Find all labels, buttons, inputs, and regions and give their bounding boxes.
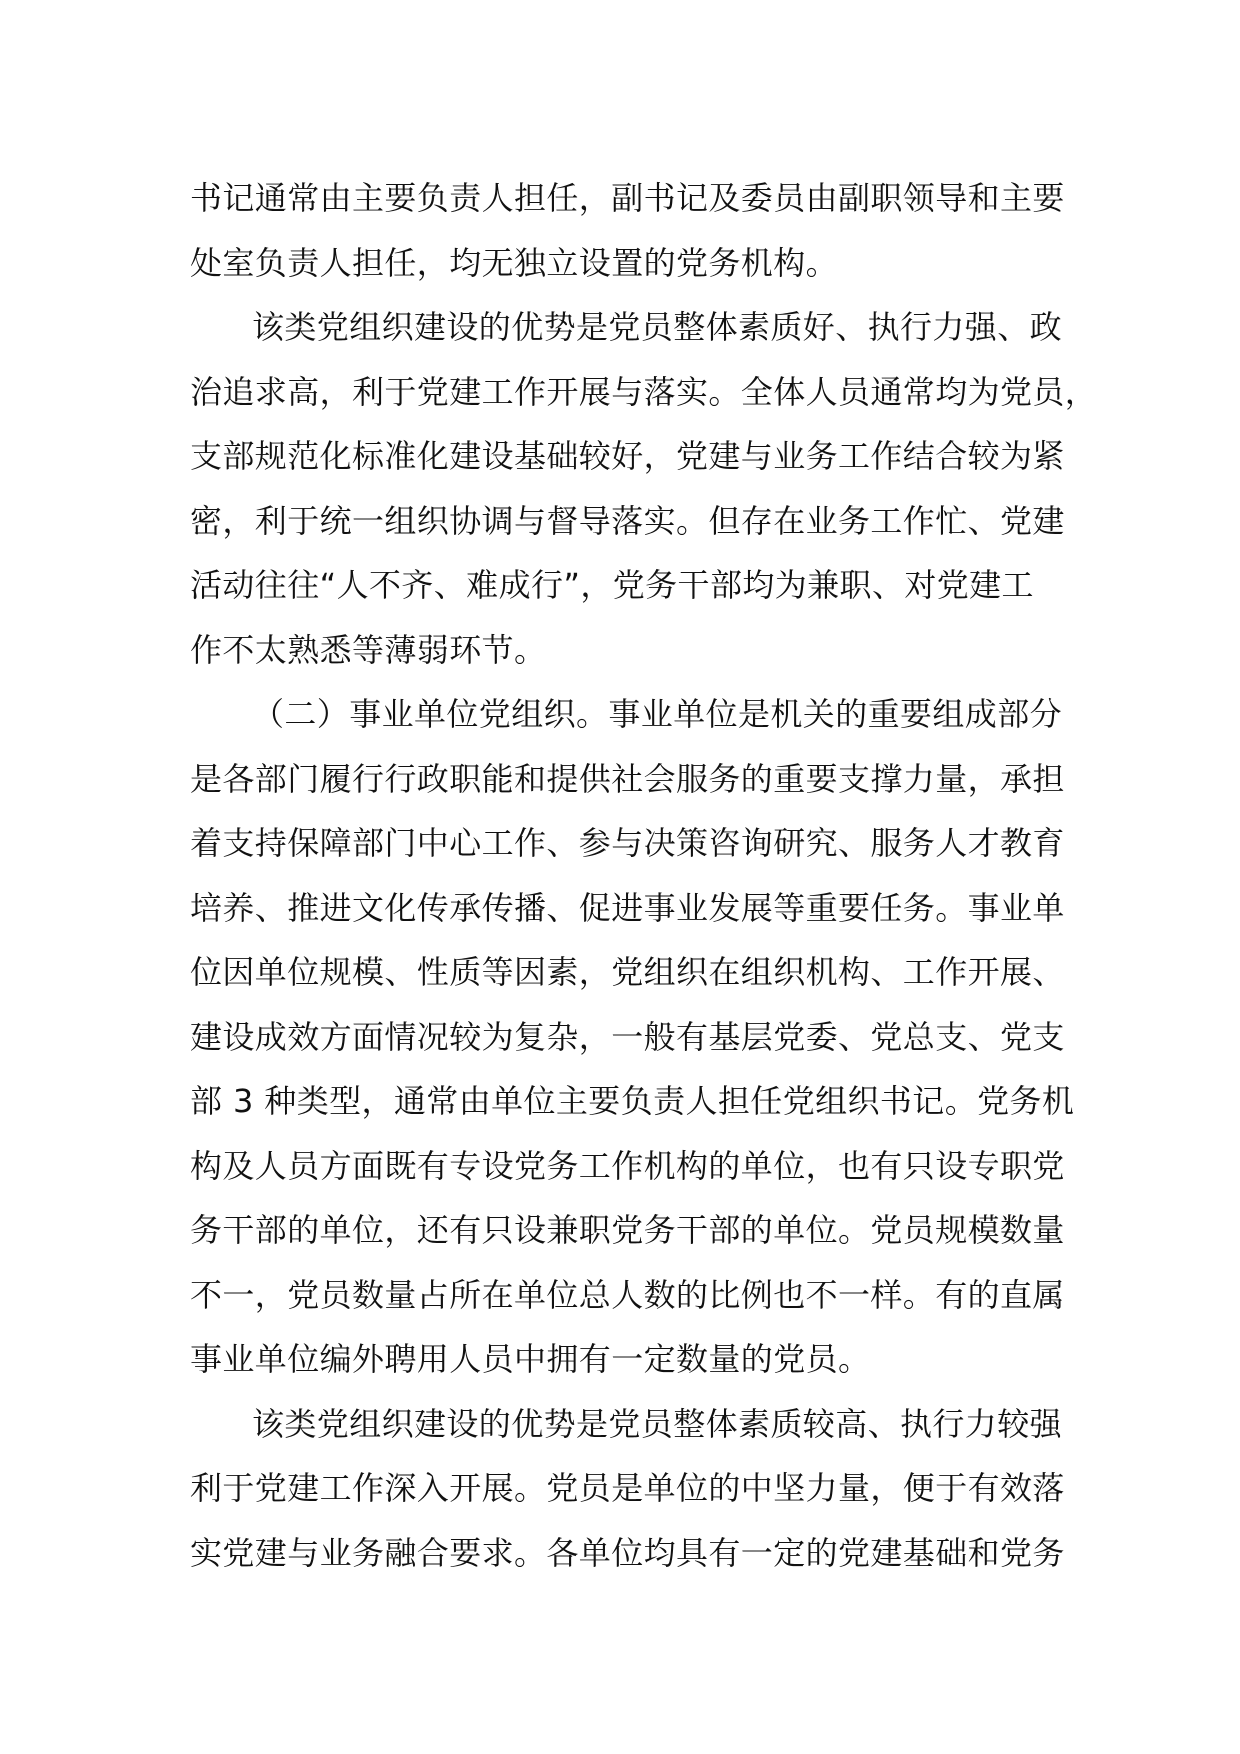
- text-line: 处室负责人担任，均无独立设置的党务机构。: [190, 243, 839, 282]
- text-line: 书记通常由主要负责人担任，副书记及委员由副职领导和主要: [190, 179, 1065, 217]
- text-line: 位因单位规模、性质等因素，党组织在组织机构、工作开展、: [190, 953, 1065, 991]
- text-line: （二）事业单位党组织。事业单位是机关的重要组成部分: [252, 695, 1063, 733]
- text-line: 构及人员方面既有专设党务工作机构的单位，也有只设专职党: [190, 1146, 1065, 1185]
- text-line: 支部规范化标准化建设基础较好，党建与业务工作结合较为紧: [190, 437, 1065, 475]
- text-line: 着支持保障部门中心工作、参与决策咨询研究、服务人才教育: [190, 824, 1065, 862]
- text-line: 密，利于统一组织协调与督导落实。但存在业务工作忙、党建: [190, 501, 1065, 540]
- text-line: 该类党组织建设的优势是党员整体素质好、执行力强、政: [252, 308, 1063, 346]
- text-line: 务干部的单位，还有只设兼职党务干部的单位。党员规模数量: [190, 1211, 1065, 1249]
- text-line: 活动往往“人不齐、难成行”，党务干部均为兼职、对党建工: [190, 566, 1034, 604]
- document-body: [190, 166, 1098, 1585]
- text-line: 部 3 种类型，通常由单位主要负责人担任党组织书记。党务机: [190, 1082, 1075, 1120]
- text-line: 不一，党员数量占所在单位总人数的比例也不一样。有的直属: [190, 1275, 1065, 1314]
- text-line: 实党建与业务融合要求。各单位均具有一定的党建基础和党务: [190, 1533, 1065, 1572]
- text-line: 是各部门履行行政职能和提供社会服务的重要支撑力量，承担: [190, 759, 1065, 798]
- text-line: 该类党组织建设的优势是党员整体素质较高、执行力较强: [252, 1404, 1063, 1443]
- text-line: 事业单位编外聘用人员中拥有一定数量的党员。: [190, 1340, 871, 1378]
- text-line: 治追求高，利于党建工作开展与落实。全体人员通常均为党员，: [190, 372, 1098, 411]
- text-line: 建设成效方面情况较为复杂，一般有基层党委、党总支、党支: [190, 1017, 1065, 1056]
- text-line: 培养、推进文化传承传播、促进事业发展等重要任务。事业单: [190, 888, 1065, 927]
- text-line: 作不太熟悉等薄弱环节。: [190, 630, 547, 669]
- text-line: 利于党建工作深入开展。党员是单位的中坚力量，便于有效落: [190, 1469, 1065, 1507]
